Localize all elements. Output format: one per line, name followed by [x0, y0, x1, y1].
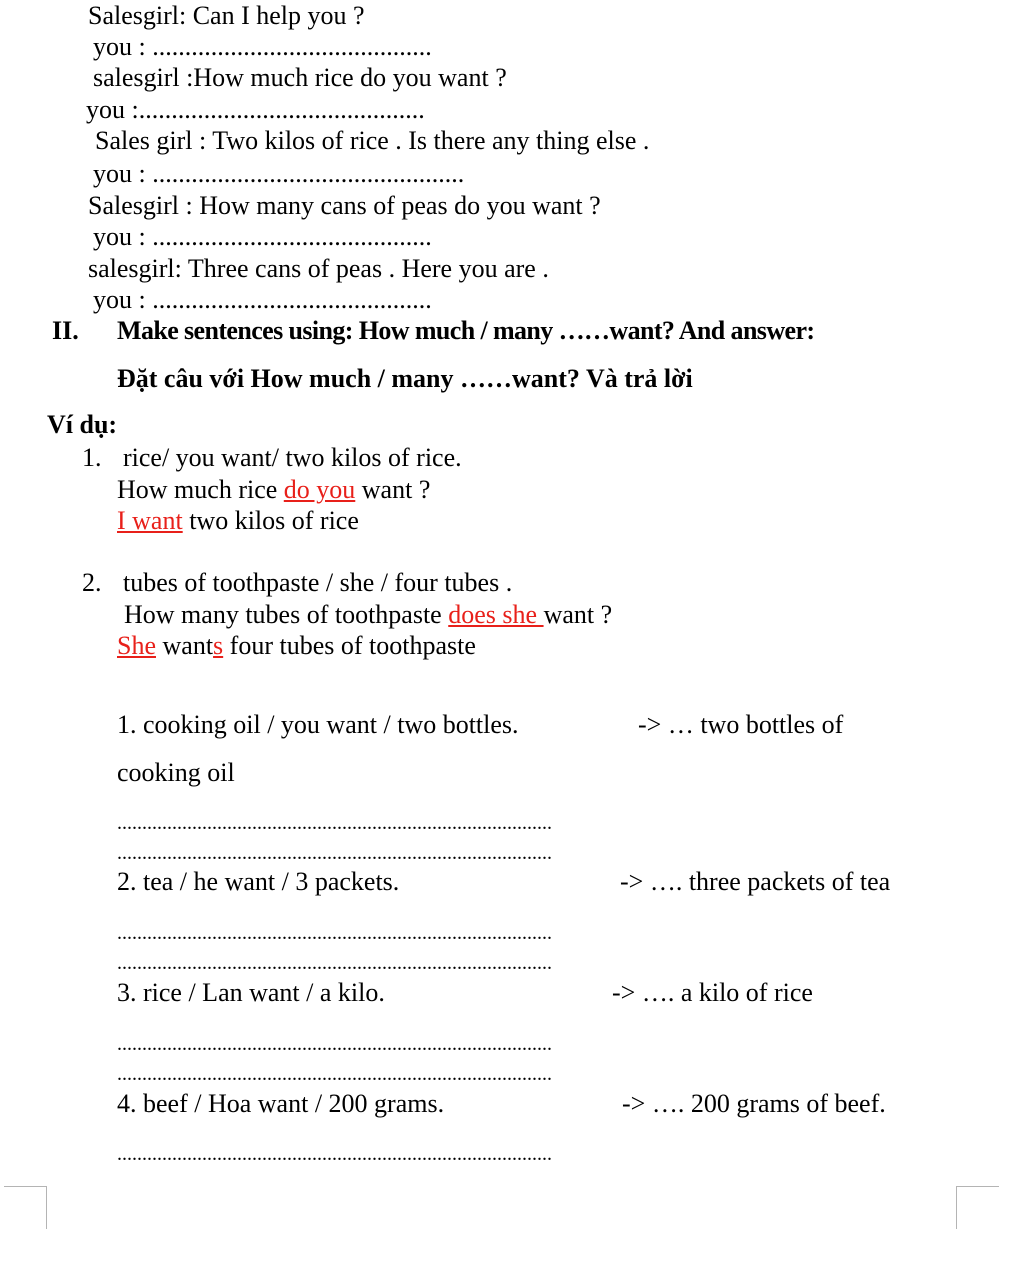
- speaker: you :: [93, 32, 146, 61]
- dialogue-line: [88, 1, 365, 31]
- speaker: salesgirl:: [88, 254, 182, 283]
- example-number: 2.: [82, 568, 102, 597]
- dialogue-line: [86, 95, 425, 125]
- example-answer: I want two kilos of rice: [117, 506, 359, 535]
- section-heading: Make sentences using: How much / many ……want? And answer:: [117, 316, 815, 345]
- highlight: does she: [448, 600, 544, 629]
- exercise-prompt: 4. beef / Hoa want / 200 grams.: [117, 1089, 445, 1118]
- answer-line: .......................................................................................: [117, 1033, 552, 1055]
- dialogue-text: Three cans of peas . Here you are .: [187, 254, 549, 283]
- dialogue-text: Can I help you ?: [192, 1, 365, 30]
- speaker: Sales girl :: [95, 126, 207, 155]
- example-number: 1.: [82, 443, 102, 472]
- answer-line: .......................................................................................: [117, 1063, 552, 1085]
- example-prompt: tubes of toothpaste / she / four tubes .: [123, 568, 513, 597]
- answer-blank: ............................................: [138, 95, 425, 124]
- dialogue-line: [93, 285, 432, 315]
- page-corner-mark: [4, 1186, 47, 1229]
- speaker: you :: [86, 95, 139, 124]
- answer-line: .......................................................................................: [117, 842, 552, 864]
- dialogue-line: [93, 159, 464, 189]
- section-heading-vietnamese: Đặt câu với How much / many ……want? Và trả lời: [117, 364, 693, 393]
- highlight: I want: [117, 506, 183, 535]
- page-corner-mark: [956, 1186, 999, 1229]
- answer-blank: ................................................: [152, 159, 465, 188]
- speaker: you :: [93, 222, 146, 251]
- dialogue-text: How much rice do you want ?: [193, 63, 507, 92]
- example-answer: She wants four tubes of toothpaste: [117, 631, 476, 660]
- exercise-prompt: 1. cooking oil / you want / two bottles.: [117, 710, 519, 739]
- answer-line: .......................................................................................: [117, 952, 552, 974]
- exercise-hint: -> …. three packets of tea: [620, 867, 891, 896]
- answer-line: .......................................................................................: [117, 1143, 552, 1165]
- dialogue-line: [95, 126, 649, 156]
- exercise-hint: -> … two bottles of: [638, 710, 844, 739]
- speaker: you :: [93, 159, 146, 188]
- exercise-prompt: 2. tea / he want / 3 packets.: [117, 867, 400, 896]
- exercise-hint: -> …. 200 grams of beef.: [622, 1089, 886, 1118]
- speaker: salesgirl :: [93, 63, 194, 92]
- exercise-prompt: 3. rice / Lan want / a kilo.: [117, 978, 385, 1007]
- highlight: She: [117, 631, 156, 660]
- speaker: Salesgirl:: [88, 1, 187, 30]
- answer-line: .......................................................................................: [117, 812, 552, 834]
- dialogue-line: [93, 32, 432, 62]
- speaker: you :: [93, 285, 146, 314]
- dialogue-line: [88, 254, 549, 284]
- answer-blank: ...........................................: [152, 222, 432, 251]
- example-question: How much rice do you want ?: [117, 475, 431, 504]
- dialogue-line: [93, 63, 507, 93]
- dialogue-text: How many cans of peas do you want ?: [199, 191, 601, 220]
- speaker: Salesgirl :: [88, 191, 193, 220]
- exercise-hint-cont: cooking oil: [117, 758, 235, 787]
- highlight: do you: [283, 475, 356, 504]
- highlight: s: [213, 631, 224, 660]
- exercise-hint: -> …. a kilo of rice: [612, 978, 813, 1007]
- dialogue-line: [93, 222, 432, 252]
- answer-blank: ...........................................: [152, 285, 432, 314]
- section-number: II.: [52, 316, 79, 345]
- answer-line: .......................................................................................: [117, 922, 552, 944]
- dialogue-line: [88, 191, 601, 221]
- example-label: Ví dụ:: [47, 410, 118, 439]
- dialogue-text: Two kilos of rice . Is there any thing else .: [212, 126, 650, 155]
- answer-blank: ...........................................: [152, 32, 432, 61]
- example-prompt: rice/ you want/ two kilos of rice.: [123, 443, 462, 472]
- example-question: How many tubes of toothpaste does she want ?: [124, 600, 613, 629]
